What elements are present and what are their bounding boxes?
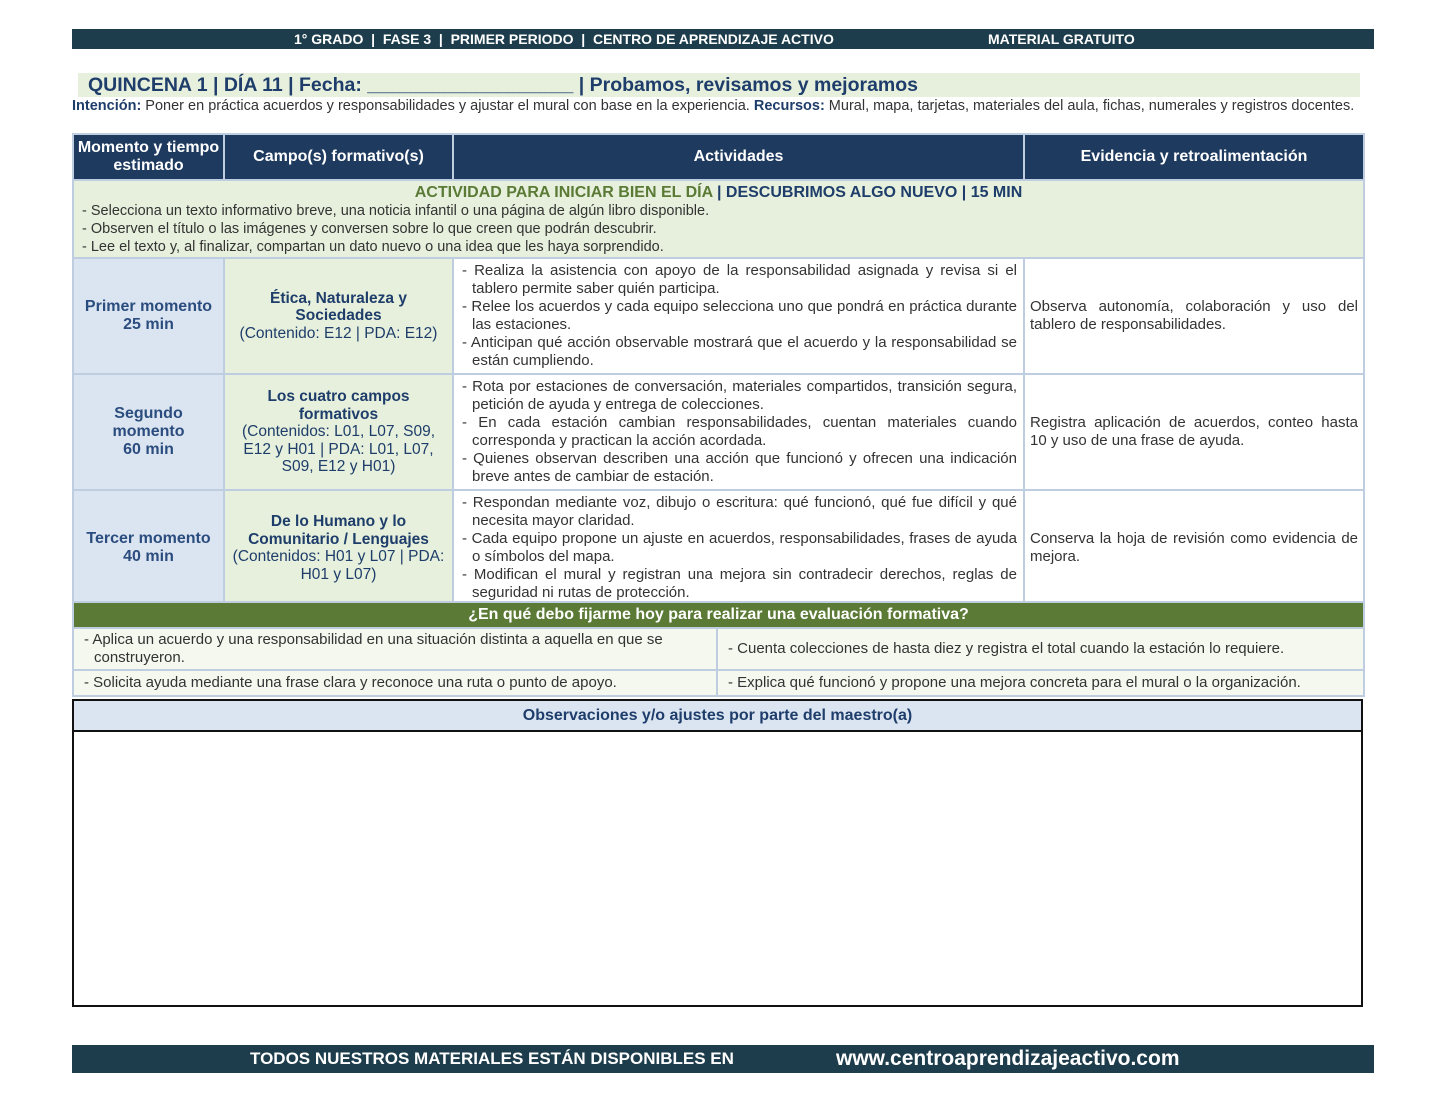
activity-item: - Realiza la asistencia con apoyo de la responsabilidad asignada y revisa si el tablero permite saber quién participa. [462, 262, 1017, 297]
moment-name: Tercer momento [86, 530, 211, 547]
header-free-material: MATERIAL GRATUITO [988, 31, 1135, 47]
footer-url[interactable]: www.centroaprendizajeactivo.com [836, 1047, 1180, 1070]
moment-time: 60 min [123, 441, 174, 458]
start-line: - Lee el texto y, al finalizar, compartan un dato nuevo o una idea que les haya sorprendido. [82, 239, 664, 255]
intent-paragraph [72, 97, 1372, 115]
activity-item: - Relee los acuerdos y cada equipo selecciona uno que pondrá en práctica durante las estaciones. [462, 298, 1017, 333]
intent-label: Intención: [72, 98, 142, 114]
header-evidence: Evidencia y retroalimentación [1024, 134, 1364, 180]
campo-cell [224, 258, 453, 374]
observations-title: Observaciones y/o ajustes por parte del maestro(a) [74, 701, 1361, 732]
moment-cell [73, 258, 224, 374]
activity-item: - Respondan mediante voz, dibujo o escritura: qué funcionó, qué fue difícil y qué necesita mayor claridad. [462, 494, 1017, 529]
evaluation-item-text: - Solicita ayuda mediante una frase clara y reconoce una ruta o punto de apoyo. [84, 674, 617, 691]
activity-item: - Cada equipo propone un ajuste en acuerdos, responsabilidades, frases de ayuda o símbolos del mapa. [462, 530, 1017, 565]
start-activity-subtitle: | DESCUBRIMOS ALGO NUEVO | 15 MIN [712, 184, 1023, 201]
footer-bar [72, 1045, 1374, 1073]
start-activity-title: ACTIVIDAD PARA INICIAR BIEN EL DÍA [414, 184, 713, 201]
observations-area[interactable] [74, 732, 1361, 1005]
table-row [73, 258, 1364, 374]
activities-cell [453, 258, 1024, 374]
header-bar [72, 29, 1374, 49]
campo-content: (Contenidos: L01, L07, S09, E12 y H01 | PDA: L01, L07, S09, E12 y H01) [241, 423, 436, 476]
moment-name: Primer momento [84, 298, 213, 315]
start-line: - Observen el título o las imágenes y conversen sobre lo que creen que podrán descubrir. [82, 221, 657, 237]
evaluation-item-text: - Explica qué funcionó y propone una mejora concreta para el mural o la organización. [728, 674, 1301, 691]
header-moment: Momento y tiempo estimado [73, 134, 224, 180]
page-title: QUINCENA 1 | DÍA 11 | Fecha: ___________________ | Probamos, revisamos y mejoramos [88, 74, 919, 96]
header-grade-info: 1° GRADO | FASE 3 | PRIMER PERIODO | CENTRO DE APRENDIZAJE ACTIVO [294, 31, 834, 47]
campo-cell [224, 374, 453, 490]
header-activities: Actividades [453, 134, 1024, 180]
campo-name: De lo Humano y lo Comunitario / Lenguajes [248, 513, 429, 548]
evidence-cell: Observa autonomía, colaboración y uso del tablero de responsabilidades. [1024, 258, 1364, 374]
evaluation-item [717, 628, 1364, 670]
moment-name: Segundo momento [112, 405, 185, 440]
resources-text: Mural, mapa, tarjetas, materiales del aula, fichas, numerales y registros docentes. [824, 98, 1355, 114]
start-line: - Selecciona un texto informativo breve, una noticia infantil o una página de algún libro disponible. [82, 203, 710, 219]
moment-cell [73, 374, 224, 490]
observations-box [72, 699, 1363, 1007]
evaluation-item [717, 670, 1364, 696]
campo-content: (Contenidos: H01 y L07 | PDA: H01 y L07) [232, 548, 445, 583]
start-activity-heading [74, 184, 1363, 202]
evidence-cell: Conserva la hoja de revisión como evidencia de mejora. [1024, 490, 1364, 606]
activity-item: - Modifican el mural y registran una mejora sin contradecir derechos, reglas de seguridad ni rutas de protección. [462, 566, 1017, 601]
table-row [73, 490, 1364, 606]
evidence-cell: Registra aplicación de acuerdos, conteo hasta 10 y uso de una frase de ayuda. [1024, 374, 1364, 490]
activity-item: - En cada estación cambian responsabilidades, cuentan materiales cuando corresponda y practican la acción acordada. [462, 414, 1017, 449]
campo-name: Ética, Naturaleza y Sociedades [270, 289, 407, 325]
resources-label: Recursos: [753, 98, 825, 114]
campo-content: (Contenido: E12 | PDA: E12) [239, 324, 438, 342]
evaluation-item [73, 670, 717, 696]
campo-cell [224, 490, 453, 606]
evaluation-title: ¿En qué debo fijarme hoy para realizar una evaluación formativa? [73, 602, 1364, 628]
start-activity [73, 180, 1364, 258]
moment-cell [73, 490, 224, 606]
table-row [73, 374, 1364, 490]
header-campo: Campo(s) formativo(s) [224, 134, 453, 180]
activities-cell [453, 490, 1024, 606]
campo-name: Los cuatro campos formativos [267, 388, 410, 423]
evaluation-table [72, 601, 1365, 697]
moment-time: 40 min [123, 548, 174, 565]
evaluation-item-text: - Cuenta colecciones de hasta diez y registra el total cuando la estación lo requiere. [728, 640, 1285, 657]
moment-time: 25 min [123, 316, 174, 333]
intent-text: Poner en práctica acuerdos y responsabilidades y ajustar el mural con base en la experiencia. [141, 98, 754, 114]
evaluation-item-text: - Aplica un acuerdo y una responsabilidad en una situación distinta a aquella en que se construyeron. [84, 631, 663, 666]
title-box [78, 73, 1360, 97]
activity-item: - Anticipan qué acción observable mostrará que el acuerdo y la responsabilidad se están cumpliendo. [462, 334, 1017, 369]
activities-table [72, 133, 1365, 607]
activities-cell [453, 374, 1024, 490]
footer-text: TODOS NUESTROS MATERIALES ESTÁN DISPONIBLES EN [250, 1049, 734, 1068]
activity-item: - Rota por estaciones de conversación, materiales compartidos, transición segura, petición de ayuda y entrega de colecciones. [462, 378, 1017, 413]
activity-item: - Quienes observan describen una acción que funcionó y ofrecen una indicación breve antes de cambiar de estación. [462, 450, 1017, 485]
evaluation-item [73, 628, 717, 670]
